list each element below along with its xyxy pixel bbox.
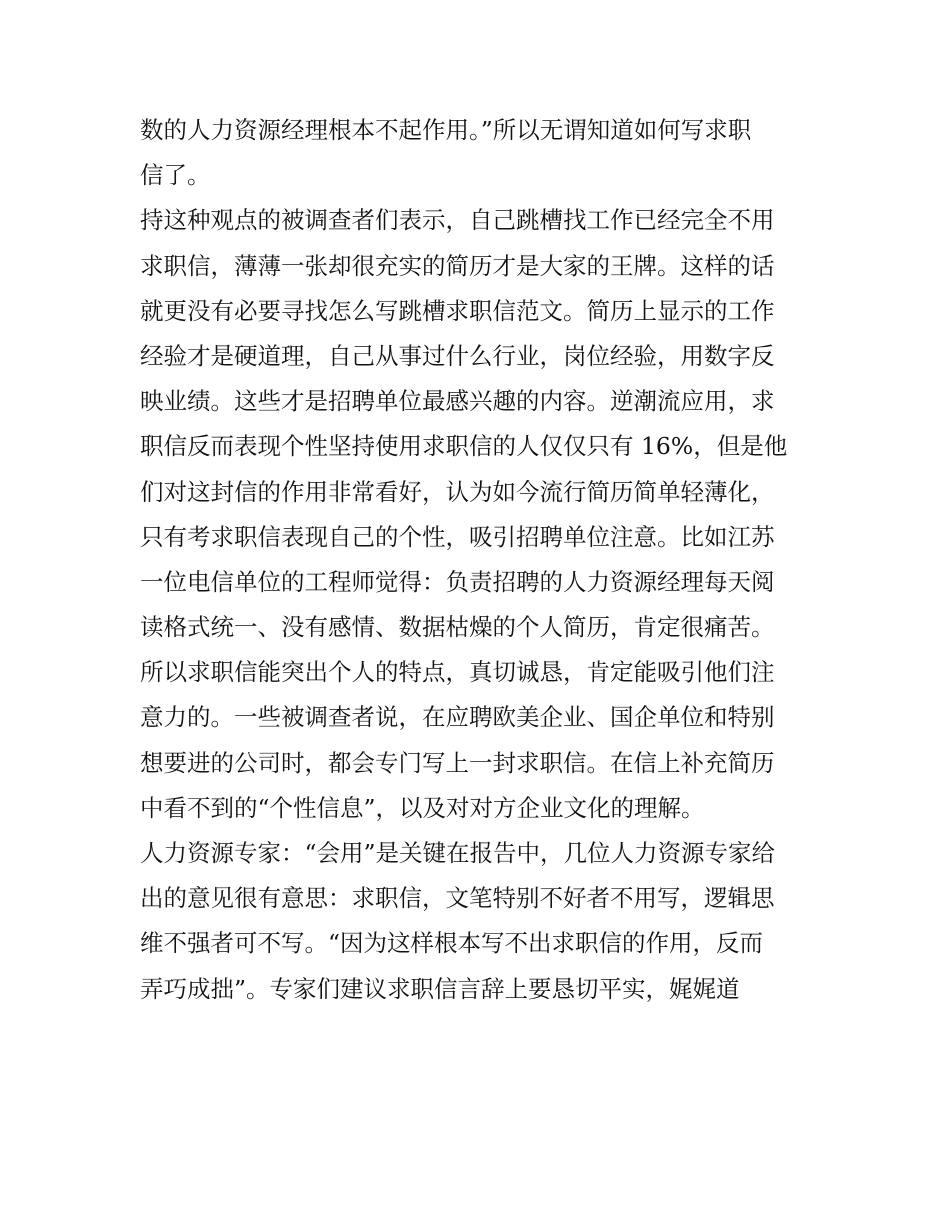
text-line: 出的意见很有意思：求职信，文笔特别不好者不用写，逻辑思 [140,884,775,913]
text-line: 就更没有必要寻找怎么写跳槽求职信范文。简历上显示的工作 [140,296,775,325]
text-line: 数的人力资源经理根本不起作用。”所以无谓知道如何写求职 [140,116,752,144]
text-line: 只有考求职信表现自己的个性，吸引招聘单位注意。比如江苏 [140,522,775,551]
text-line: 求职信，薄薄一张却很充实的简历才是大家的王牌。这样的话 [140,251,775,280]
text-line: 所以求职信能突出个人的特点，真切诚恳，肯定能吸引他们注 [140,658,775,687]
text-line: 人力资源专家：“会用”是关键在报告中，几位人力资源专家给 [140,839,776,867]
text-line: 意力的。一些被调查者说，在应聘欧美企业、国企单位和特别 [140,703,775,732]
text-line: 经验才是硬道理，自己从事过什么行业，岗位经验，用数字反 [140,341,775,370]
text-line: 一位电信单位的工程师觉得：负责招聘的人力资源经理每天阅 [140,567,775,596]
text-line: 弄巧成拙”。专家们建议求职信言辞上要恳切平实，娓娓道 [140,974,740,1003]
body-text [140,108,820,1012]
text-line: 信了。 [140,161,211,190]
text-line: 职信反而表现个性坚持使用求职信的人仅仅只有 16%，但是他 [140,432,788,461]
text-line: 想要进的公司时，都会专门写上一封求职信。在信上补充简历 [140,748,775,777]
text-line: 中看不到的“个性信息”，以及对对方企业文化的理解。 [140,793,705,822]
text-line: 读格式统一、没有感情、数据枯燥的个人简历，肯定很痛苦。 [140,613,775,642]
text-line: 维不强者可不写。“因为这样根本写不出求职信的作用，反而 [140,929,764,958]
text-line: 映业绩。这些才是招聘单位最感兴趣的内容。逆潮流应用，求 [140,387,775,416]
text-line: 们对这封信的作用非常看好，认为如今流行简历简单轻薄化， [140,477,775,506]
text-line: 持这种观点的被调查者们表示，自己跳槽找工作已经完全不用 [140,206,775,235]
